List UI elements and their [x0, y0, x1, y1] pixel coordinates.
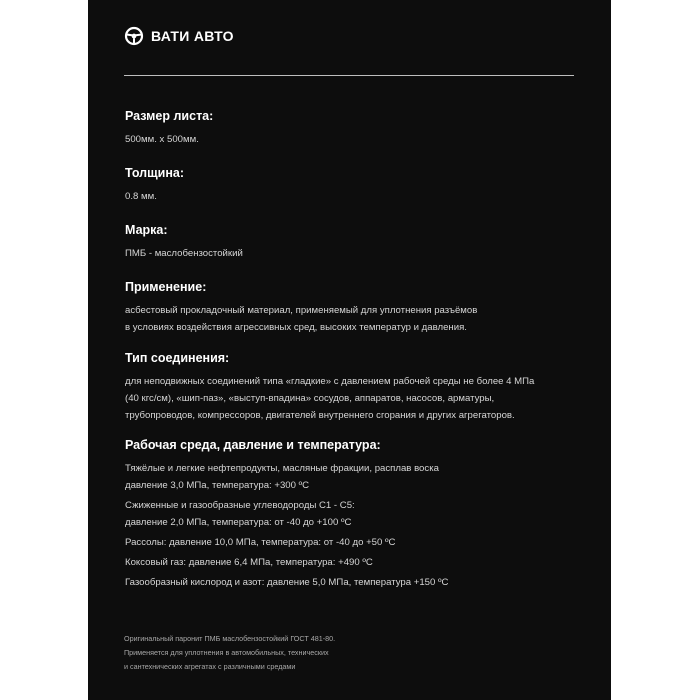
media-group	[125, 497, 448, 531]
media-line: давление 2,0 МПа, температура: от -40 до +100 ºС	[125, 517, 352, 528]
thickness-heading: Толщина:	[125, 166, 185, 180]
footer-note	[124, 632, 574, 674]
steering-wheel-icon	[124, 26, 144, 46]
media-line: Коксовый газ: давление 6,4 МПа, температура: +490 ºС	[125, 557, 373, 568]
brand-name: ВАТИ АВТО	[151, 28, 234, 44]
connection-type-line: для неподвижных соединений типа «гладкие» с давлением рабочей среды не более 4 МПа	[125, 376, 535, 387]
application-line: в условиях воздействия агрессивных сред, высоких температур и давления.	[125, 322, 467, 333]
media-group	[125, 534, 448, 551]
media-line: давление 3,0 МПа, температура: +300 ºС	[125, 480, 310, 491]
footer-line: Применяется для уплотнения в автомобильных, технических	[124, 648, 329, 657]
header-divider	[124, 75, 574, 76]
media-group	[125, 574, 448, 591]
product-info-sheet	[88, 0, 611, 700]
sheet-size-heading: Размер листа:	[125, 109, 214, 123]
footer-line: Оригинальный паронит ПМБ маслобензостойкий ГОСТ 481-80.	[124, 634, 336, 643]
media-line: Тяжёлые и легкие нефтепродукты, масляные фракции, расплав воска	[125, 463, 439, 474]
grade-heading: Марка:	[125, 223, 168, 237]
media-line: Сжиженные и газообразные углеводороды С1 - С5:	[125, 500, 355, 511]
media-line: Газообразный кислород и азот: давление 5,0 МПа, температура +150 ºС	[125, 577, 449, 588]
application-heading: Применение:	[125, 280, 207, 294]
media-section	[125, 437, 448, 591]
grade-section	[125, 222, 243, 262]
sheet-size-section	[125, 108, 213, 148]
footer-line: и сантехнических агрегатах с различными средами	[124, 662, 296, 671]
application-section	[125, 279, 477, 336]
thickness-section	[125, 165, 184, 205]
connection-type-heading: Тип соединения:	[125, 351, 230, 365]
connection-type-section	[125, 350, 534, 424]
application-line: асбестовый прокладочный материал, применяемый для уплотнения разъёмов	[125, 305, 478, 316]
sheet-size-value: 500мм. х 500мм.	[125, 134, 199, 145]
grade-value: ПМБ - маслобензостойкий	[125, 248, 243, 259]
thickness-value: 0.8 мм.	[125, 191, 157, 202]
connection-type-line: трубопроводов, компрессоров, двигателей внутреннего сгорания и других агрегаторов.	[125, 410, 515, 421]
media-heading: Рабочая среда, давление и температура:	[125, 438, 381, 452]
brand-header	[124, 26, 234, 46]
connection-type-line: (40 кгс/см), «шип-паз», «выступ-впадина» сосудов, аппаратов, насосов, арматуры,	[125, 393, 495, 404]
media-line: Рассолы: давление 10,0 МПа, температура: от -40 до +50 ºС	[125, 537, 396, 548]
media-group	[125, 460, 448, 494]
media-group	[125, 554, 448, 571]
